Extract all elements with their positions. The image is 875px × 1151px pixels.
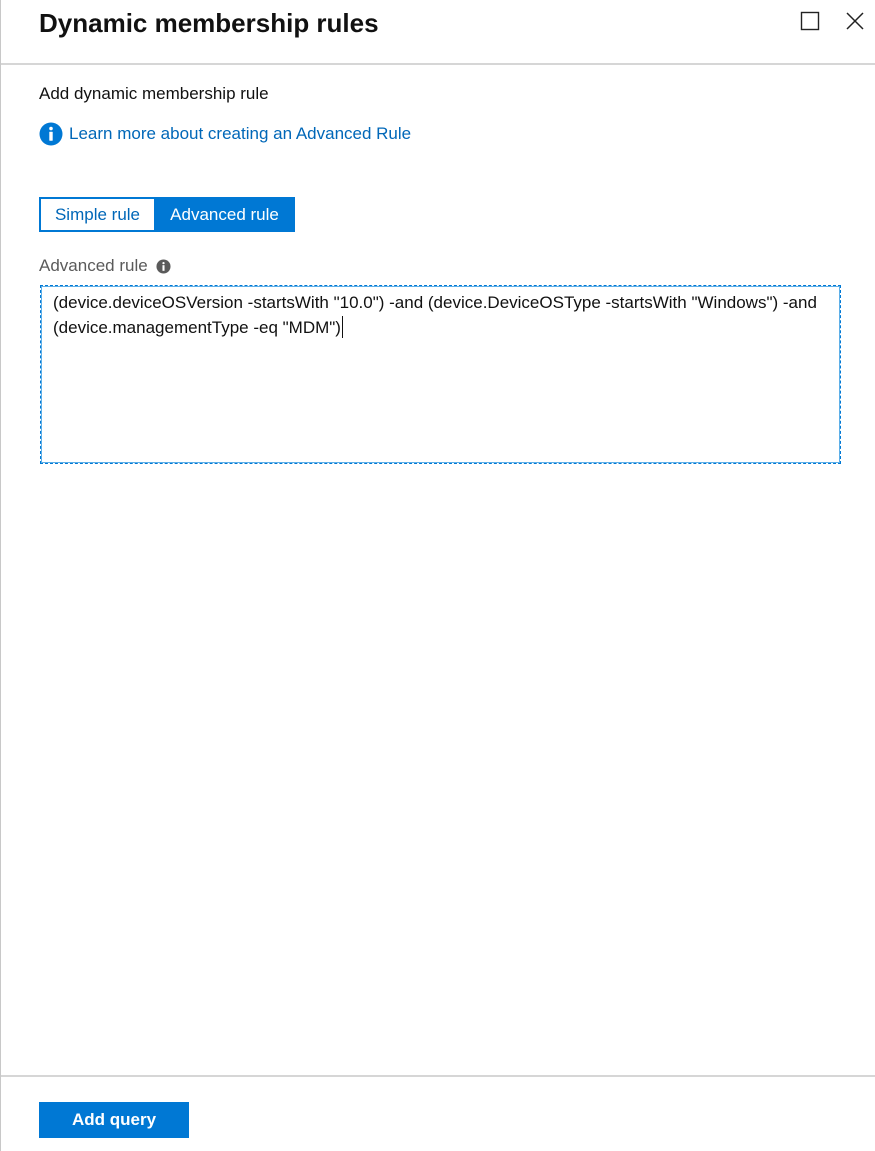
section-subtitle: Add dynamic membership rule [39, 84, 269, 103]
advanced-rule-text: (device.deviceOSVersion -startsWith "10.0") -and (device.DeviceOSType -startsWith "Windows") -and (device.managementType -eq "MDM") [53, 293, 817, 337]
maximize-icon [798, 9, 822, 33]
advanced-rule-textarea[interactable] [40, 285, 841, 464]
learn-more-link-text[interactable]: Learn more about creating an Advanced Rule [69, 124, 412, 143]
advanced-rule-label-row [39, 256, 171, 276]
info-icon [39, 122, 63, 146]
simple-rule-tab[interactable]: Simple rule [39, 197, 154, 232]
advanced-rule-label: Advanced rule [39, 256, 148, 275]
rule-type-toggle [39, 197, 295, 232]
close-icon [843, 9, 867, 33]
close-button[interactable] [843, 9, 867, 33]
maximize-button[interactable] [798, 9, 822, 33]
page-title: Dynamic membership rules [39, 8, 379, 38]
blade-header [1, 0, 875, 65]
blade-footer [1, 1075, 875, 1151]
learn-more-link[interactable] [39, 121, 411, 147]
info-icon[interactable] [156, 259, 171, 274]
advanced-rule-tab[interactable]: Advanced rule [154, 197, 295, 232]
add-query-button[interactable]: Add query [39, 1102, 189, 1138]
text-caret [342, 316, 344, 338]
